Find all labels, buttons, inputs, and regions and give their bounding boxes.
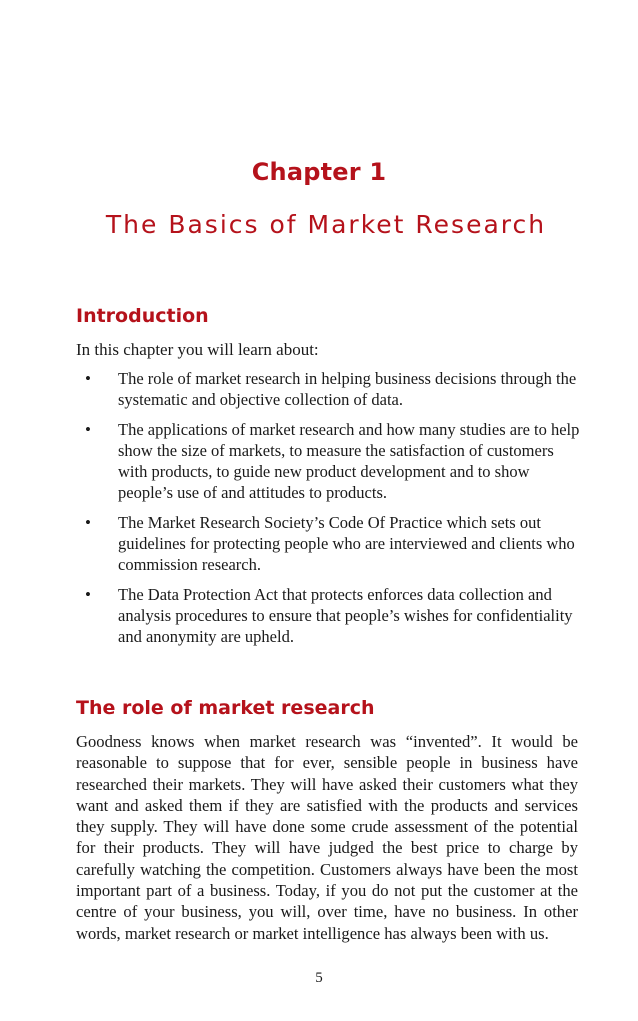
chapter-label: Chapter 1 (251, 158, 387, 186)
list-item (76, 368, 580, 410)
list-item (76, 419, 580, 503)
bullet-icon: • (85, 513, 91, 532)
learning-objectives-list (76, 368, 580, 656)
bullet-icon: • (85, 369, 91, 388)
bullet-icon: • (85, 420, 91, 439)
list-item-text: The Data Protection Act that protects enforces data collection and analysis procedures to ensure that people’s wishes for confidentiality and anonymity are upheld. (118, 585, 573, 646)
bullet-icon: • (85, 585, 91, 604)
page-number: 5 (315, 970, 323, 986)
introduction-lead: In this chapter you will learn about: (76, 340, 319, 359)
list-item-text: The role of market research in helping business decisions through the systematic and objective collection of data. (118, 369, 577, 409)
chapter-title: The Basics of Market Research (105, 210, 547, 239)
list-item-text: The applications of market research and how many studies are to help show the size of markets, to measure the satisfaction of customers with products, to guide new product development and to show people’s use of and attitudes to products. (118, 420, 580, 502)
role-of-market-research-paragraph: Goodness knows when market research was “invented”. It would be reasonable to suppose that for ever, sensible people in business have researched their markets. They will have asked their customers what they want and asked them if they are satisfied with the products and services they supply. They will have done some crude assessment of the potential for their products. They will have judged the best price to charge by carefully watching the competition. Customers always have been the most important part of a business. Today, if you do not put the customer at the centre of your business, you will, over time, have no business. In other words, market research or market intelligence has always been with us. (76, 732, 578, 943)
list-item-text: The Market Research Society’s Code Of Practice which sets out guidelines for protecting people who are interviewed and clients who commission research. (118, 513, 575, 574)
role-of-market-research-heading: The role of market research (76, 697, 375, 719)
list-item (76, 512, 580, 575)
introduction-heading: Introduction (76, 305, 209, 327)
list-item (76, 584, 580, 647)
